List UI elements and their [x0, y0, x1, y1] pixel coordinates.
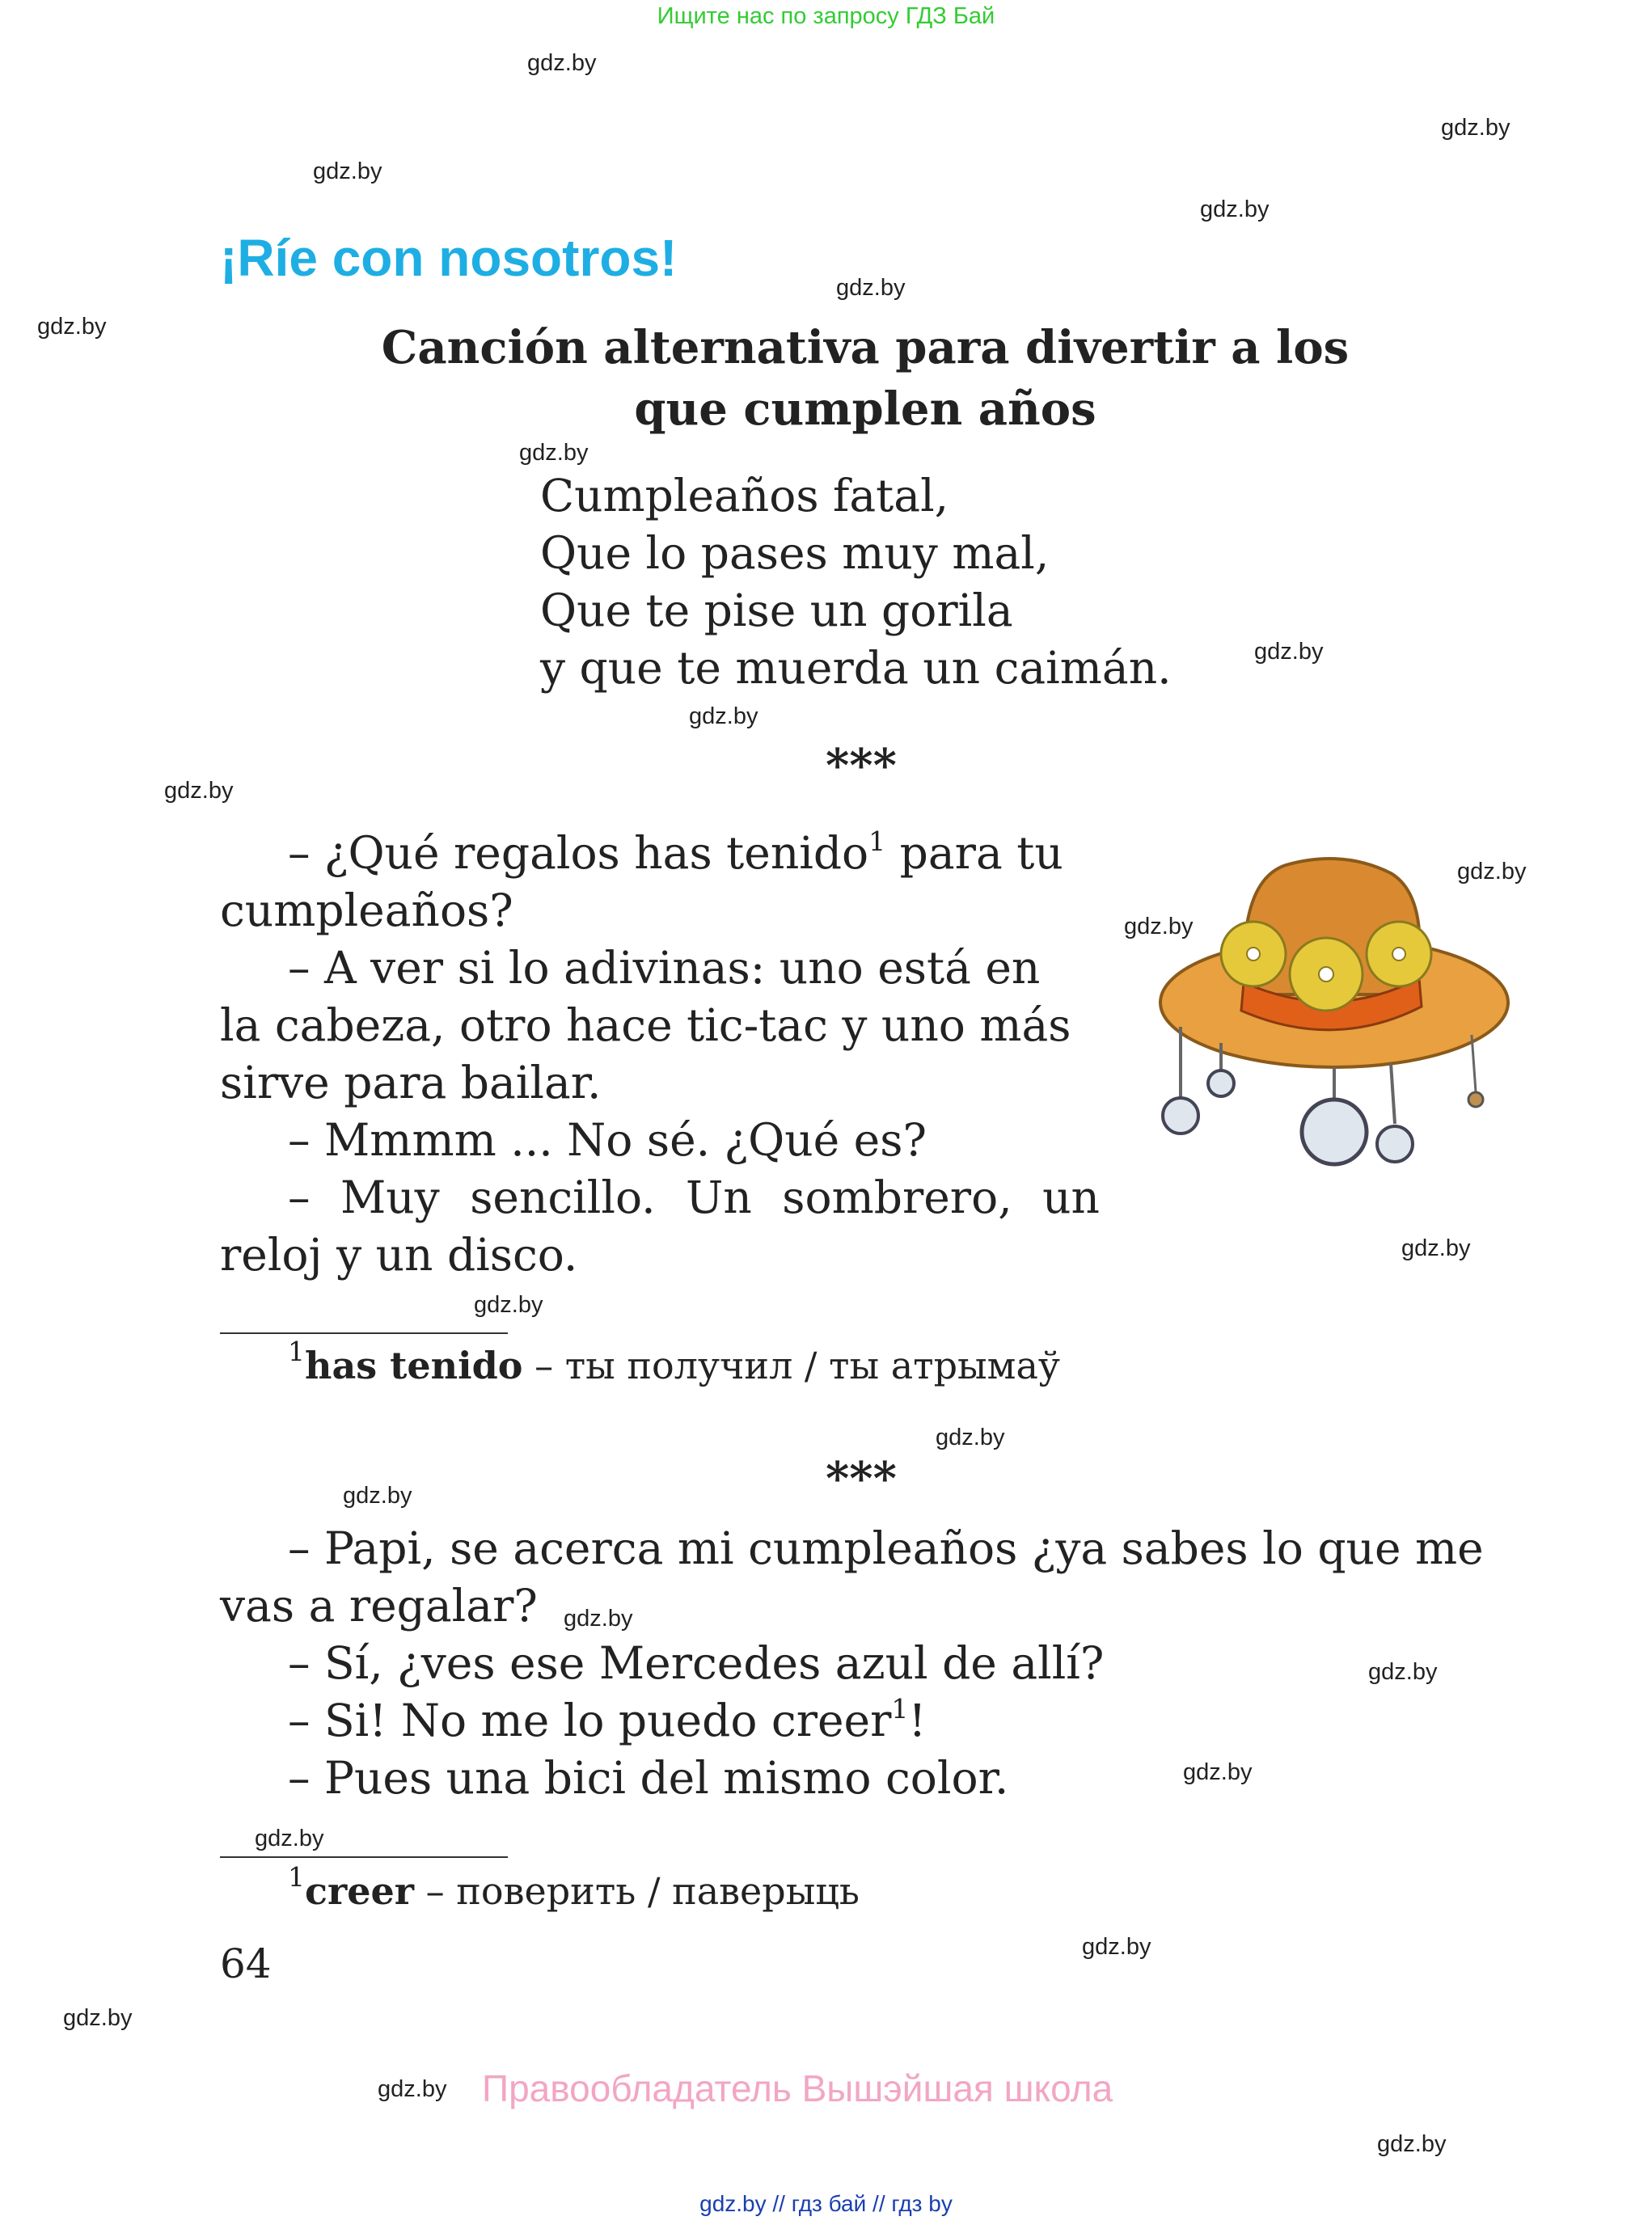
watch-icon: [1377, 1126, 1413, 1162]
section-title: ¡Ríe con nosotros!: [220, 229, 678, 287]
joke-word: sencillo.: [470, 1172, 656, 1223]
watermark: gdz.by: [527, 50, 597, 76]
footnote-1: [288, 1336, 1060, 1387]
watch-icon: [1468, 1092, 1483, 1107]
joke-line: – Mmmm ... No sé. ¿Qué es?: [288, 1114, 927, 1166]
poem-line: Que te pise un gorila: [540, 585, 1013, 636]
separator-stars: ***: [826, 1452, 897, 1505]
watermark: gdz.by: [1254, 639, 1324, 665]
page-number: 64: [220, 1940, 272, 1987]
joke-line: – Papi, se acerca mi cumpleaños ¿ya sabes lo que me: [288, 1522, 1484, 1574]
joke-1: [220, 825, 1100, 1284]
joke-line: la cabeza, otro hace tic-tac y uno más: [220, 999, 1071, 1051]
watch-icon: [1208, 1070, 1234, 1096]
bottom-links[interactable]: gdz.by // гдз бай // гдз by: [699, 2191, 953, 2216]
joke-text: – Si! No me lo puedo creer: [288, 1695, 892, 1746]
footnote-number: 1: [288, 1336, 305, 1367]
watermark: gdz.by: [519, 440, 589, 466]
watermark: gdz.by: [936, 1425, 1005, 1450]
watermark: gdz.by: [1124, 914, 1194, 939]
footnote-ref: 1: [891, 1693, 909, 1725]
joke-text: !: [908, 1695, 927, 1746]
watermark: gdz.by: [37, 314, 107, 340]
watch-icon: [1302, 1100, 1367, 1164]
disc-hole: [1392, 948, 1405, 961]
watermark: gdz.by: [564, 1606, 633, 1632]
watermark: gdz.by: [164, 778, 234, 804]
joke-word: Un: [686, 1172, 752, 1223]
joke-text: para tu: [885, 827, 1063, 879]
hat-illustration: [1148, 833, 1512, 1197]
joke-line: vas a regalar?: [220, 1580, 538, 1632]
poem-title: [340, 317, 1391, 440]
watermark: gdz.by: [1377, 2131, 1447, 2157]
watermark: gdz.by: [255, 1826, 324, 1851]
separator-stars: ***: [826, 739, 897, 792]
joke-line: – A ver si lo adivinas: uno está en: [288, 942, 1041, 994]
watermark: gdz.by: [313, 158, 382, 184]
joke-2: [220, 1520, 1484, 1807]
watermark: gdz.by: [1441, 115, 1510, 141]
joke-line: [220, 1169, 1100, 1226]
joke-line: [220, 825, 1100, 882]
poem-line: y que te muerda un caimán.: [540, 642, 1172, 694]
poem-line: Que lo pases muy mal,: [540, 527, 1050, 579]
joke-word: un: [1042, 1172, 1100, 1223]
joke-line: – Sí, ¿ves ese Mercedes azul de allí?: [288, 1637, 1105, 1689]
poem: [540, 467, 1172, 697]
joke-line: – Pues una bici del mismo color.: [288, 1752, 1009, 1804]
watermark: gdz.by: [1183, 1759, 1253, 1785]
joke-text: – ¿Qué regalos has tenido: [288, 827, 869, 879]
watermark: gdz.by: [1368, 1659, 1438, 1685]
footnote-number: 1: [288, 1861, 305, 1893]
chain: [1391, 1063, 1395, 1124]
watermark: gdz.by: [343, 1483, 412, 1509]
joke-word: Muy: [340, 1172, 440, 1223]
footnote-2: [288, 1861, 860, 1913]
poem-title-line: Canción alternativa para divertir a los: [381, 321, 1350, 374]
watch-icon: [1163, 1098, 1198, 1134]
watermark: gdz.by: [1457, 859, 1527, 885]
footnote-translation: – ты получил / ты атрымаў: [522, 1344, 1060, 1387]
watermark: gdz.by: [378, 2076, 447, 2102]
watermark: gdz.by: [474, 1292, 543, 1318]
footnote-rule: [220, 1332, 508, 1334]
joke-line: sirve para bailar.: [220, 1057, 602, 1108]
watermark: gdz.by: [1200, 196, 1270, 222]
top-banner: Ищите нас по запросу ГДЗ Бай: [657, 3, 995, 29]
footnote-term: has tenido: [305, 1344, 523, 1387]
watermark: gdz.by: [689, 703, 758, 729]
disc-hole: [1319, 967, 1333, 982]
footnote-rule: [220, 1856, 508, 1858]
poem-line: Cumpleaños fatal,: [540, 470, 949, 521]
footnote-ref: 1: [868, 825, 886, 857]
copyright-notice: Правообладатель Вышэйшая школа: [482, 2067, 1113, 2109]
footnote-translation: – поверить / паверыць: [414, 1869, 860, 1913]
footnote-term: creer: [305, 1869, 415, 1913]
watermark: gdz.by: [1401, 1235, 1471, 1261]
chain: [1472, 1035, 1476, 1091]
disc-hole: [1247, 948, 1260, 961]
poem-title-line: que cumplen años: [634, 382, 1096, 436]
watermark: gdz.by: [1082, 1934, 1151, 1960]
watermark: gdz.by: [836, 275, 906, 301]
joke-word: –: [288, 1172, 311, 1223]
joke-word: sombrero,: [782, 1172, 1012, 1223]
joke-line: reloj y un disco.: [220, 1229, 578, 1281]
watermark: gdz.by: [63, 2005, 133, 2031]
joke-line: [220, 1692, 1484, 1750]
joke-line: cumpleaños?: [220, 885, 513, 936]
